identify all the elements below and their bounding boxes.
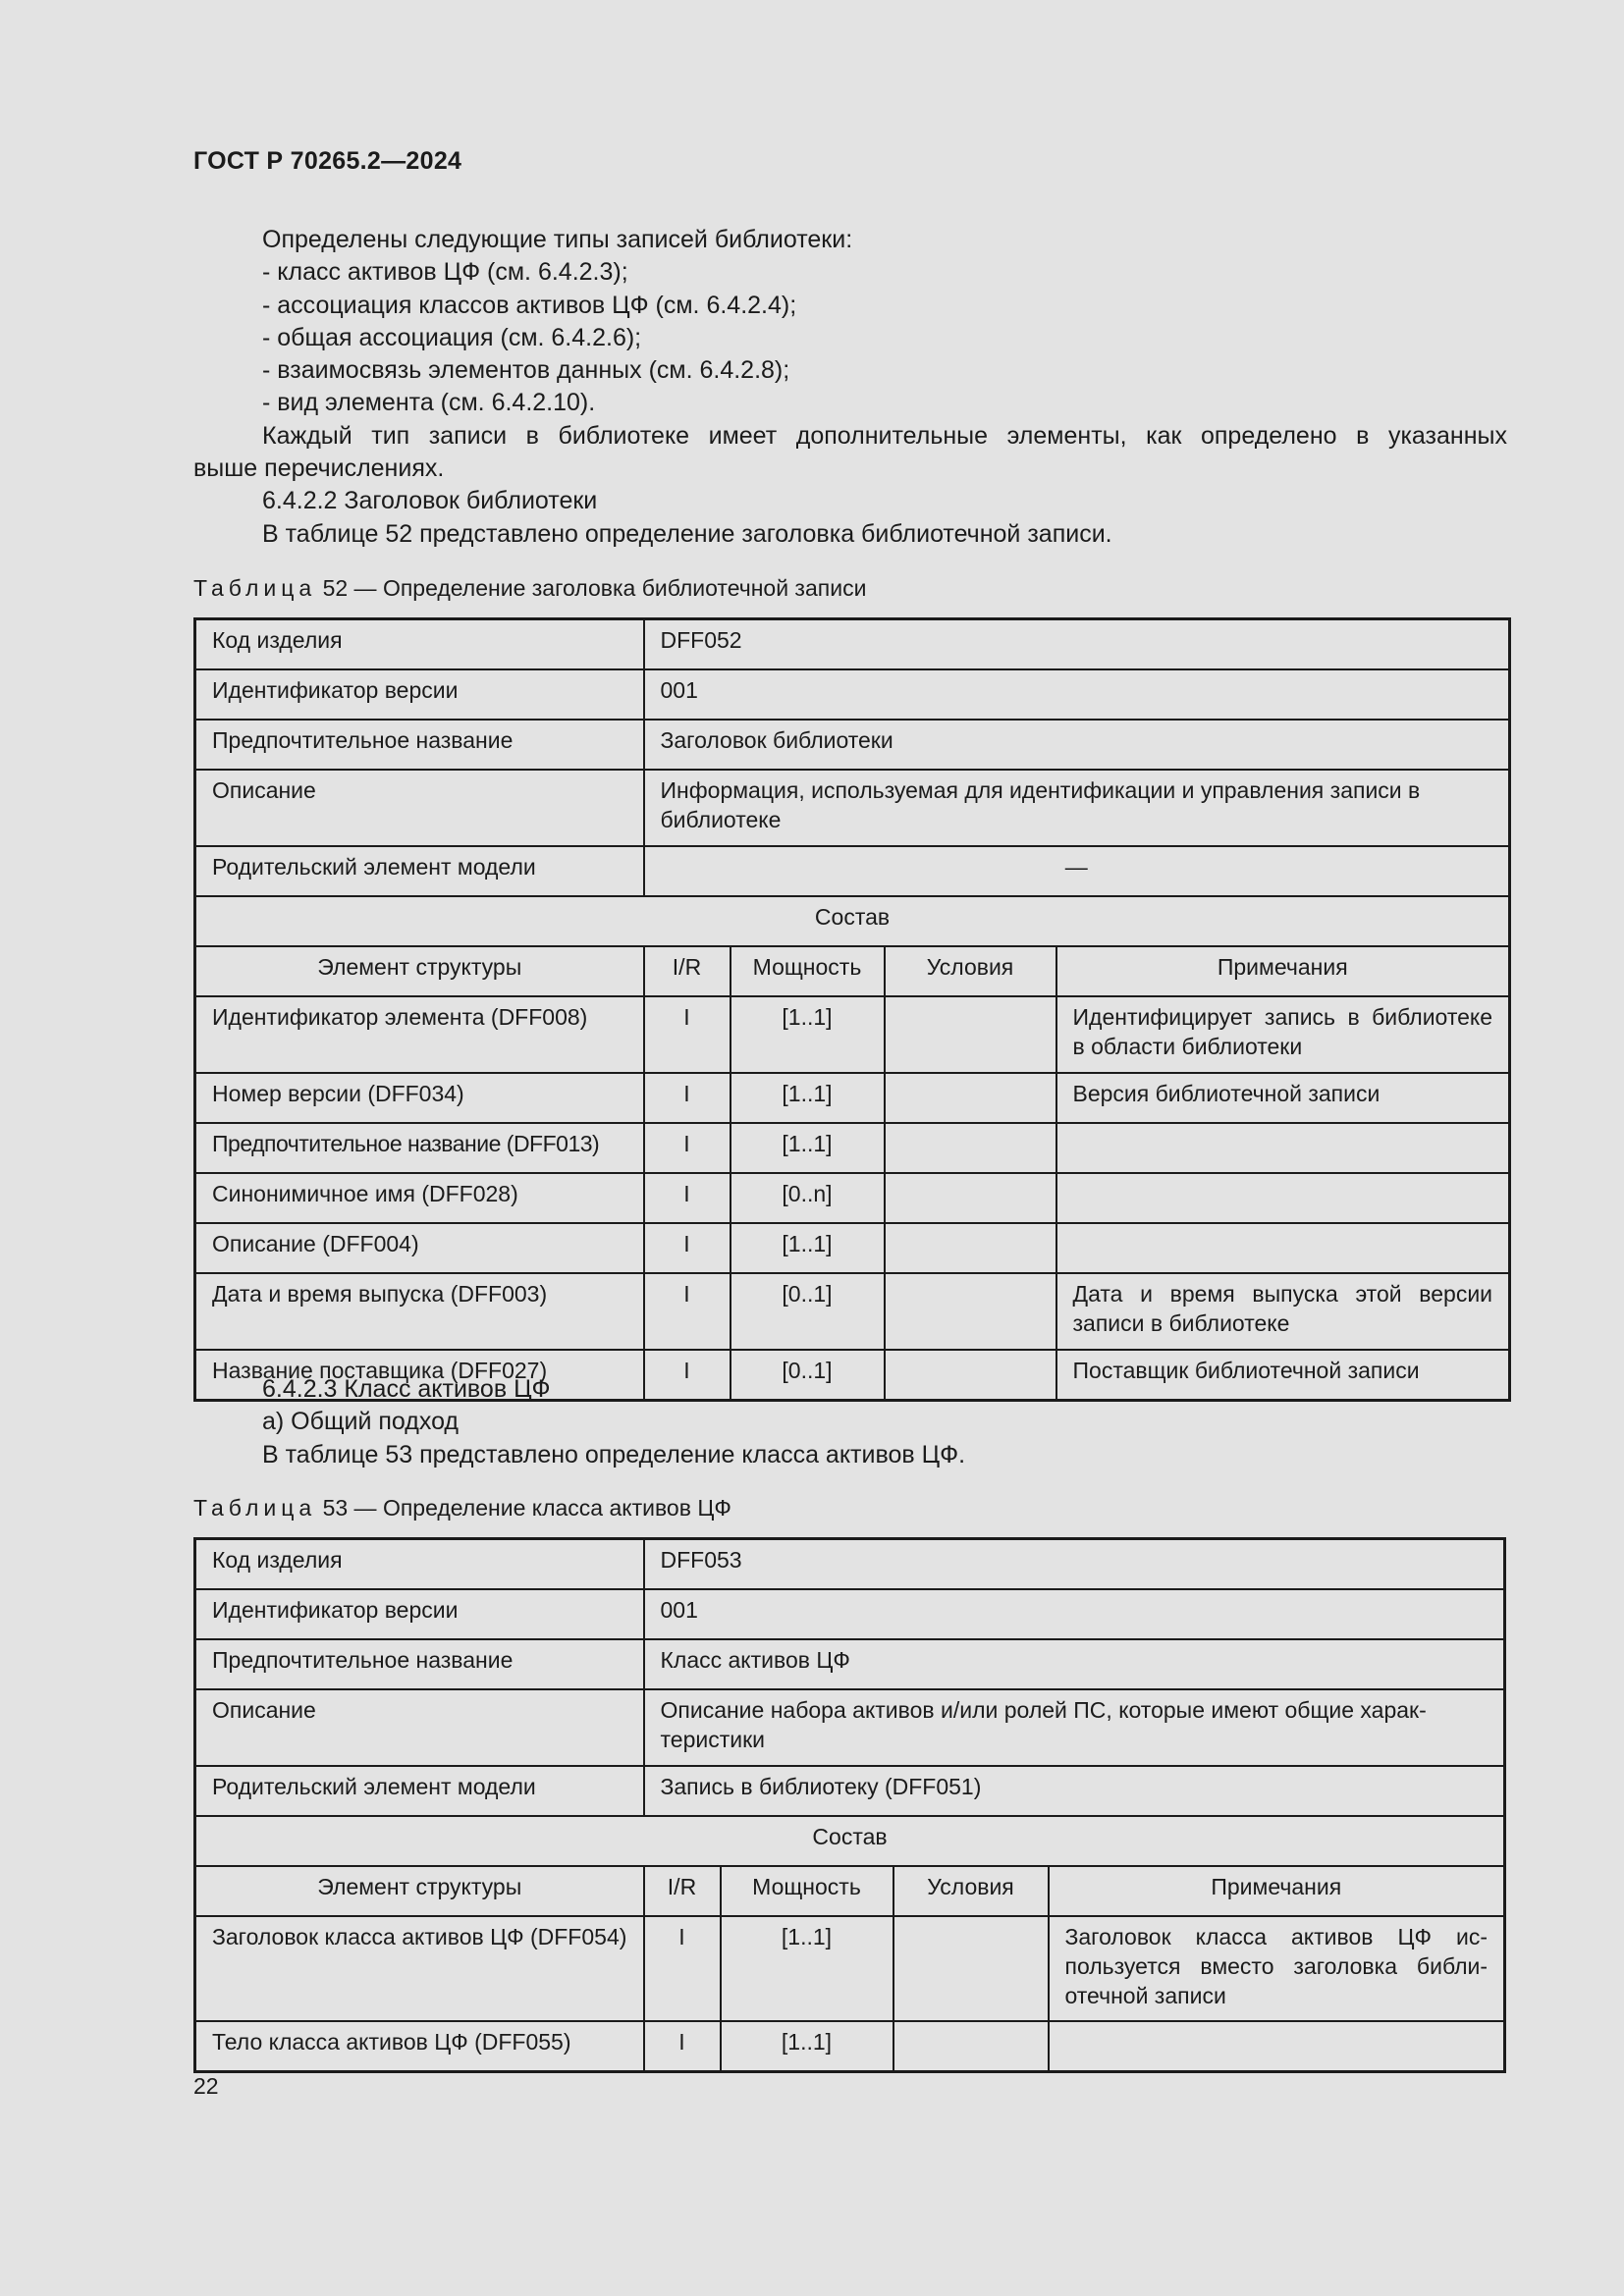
cell-cardinality: [0..n] [731, 1173, 885, 1223]
row-label: Описание [195, 1689, 644, 1766]
page-number: 22 [193, 2073, 219, 2099]
cell-ir: I [644, 996, 731, 1073]
table-row [195, 1123, 1510, 1173]
row-value: DFF053 [644, 1539, 1505, 1590]
row-value: DFF052 [644, 619, 1510, 670]
cell-notes: Поставщик библиотечной записи [1056, 1350, 1510, 1401]
table-52 [193, 617, 1511, 1402]
caption-prefix: Таблица [193, 575, 317, 601]
table-row [195, 1589, 1505, 1639]
intro-line: Определены следующие типы записей библиотеки: [262, 226, 853, 253]
table-row [195, 1689, 1505, 1766]
composition-title: Состав [195, 896, 1510, 946]
section-623-block [193, 1373, 1507, 1471]
cell-ir: I [644, 1173, 731, 1223]
cell-element: Номер версии (DFF034) [195, 1073, 644, 1123]
intro-line: - класс активов ЦФ (см. 6.4.2.3); [262, 258, 628, 287]
cell-cardinality: [1..1] [731, 1223, 885, 1273]
row-label: Родительский элемент модели [195, 846, 644, 896]
table-row [195, 2021, 1505, 2072]
intro-line: - взаимосвязь элементов данных (см. 6.4.2.8); [262, 356, 790, 385]
intro-line: - вид элемента (см. 6.4.2.10). [262, 389, 596, 417]
table-row [195, 1639, 1505, 1689]
cell-ir: I [644, 1073, 731, 1123]
cell-ir: I [644, 1350, 731, 1401]
table-row [195, 669, 1510, 720]
column-header: I/R [644, 1866, 721, 1916]
table53-caption [193, 1495, 731, 1522]
cell-conditions [885, 1073, 1056, 1123]
row-value: — [644, 846, 1510, 896]
table-row [195, 1073, 1510, 1123]
column-header: Примечания [1049, 1866, 1505, 1916]
cell-element: Заголовок класса активов ЦФ (DFF054) [195, 1916, 644, 2021]
subsection-heading: а) Общий подход [262, 1408, 460, 1436]
cell-ir: I [644, 1916, 721, 2021]
table-row [195, 619, 1510, 670]
table-row [195, 846, 1510, 896]
caption-text: 52 — Определение заголовка библиотечной записи [322, 575, 867, 601]
table-row [195, 1766, 1505, 1816]
cell-notes: Заголовок класса активов ЦФ используется вместо заголовка библиотечной записи [1049, 1916, 1505, 2021]
cell-ir: I [644, 2021, 721, 2072]
cell-notes [1056, 1223, 1510, 1273]
row-value: 001 [644, 1589, 1505, 1639]
cell-cardinality: [1..1] [731, 996, 885, 1073]
cell-ir: I [644, 1273, 731, 1350]
column-header-row [195, 946, 1510, 996]
cell-notes: Версия библиотечной записи [1056, 1073, 1510, 1123]
table-row [195, 770, 1510, 846]
intro-line: - общая ассоциация (см. 6.4.2.6); [262, 323, 642, 351]
cell-cardinality: [1..1] [731, 1123, 885, 1173]
table-reference: В таблице 52 представлено определение заголовка библиотечной записи. [262, 519, 1112, 548]
cell-element: Идентификатор элемента (DFF008) [195, 996, 644, 1073]
table-row [195, 720, 1510, 770]
row-label: Код изделия [195, 619, 644, 670]
column-header: Условия [893, 1866, 1049, 1916]
caption-text: 53 — Определение класса активов ЦФ [322, 1495, 731, 1521]
cell-conditions [885, 1223, 1056, 1273]
row-label: Предпочтительное название [195, 1639, 644, 1689]
cell-cardinality: [1..1] [721, 2021, 893, 2072]
cell-conditions [885, 996, 1056, 1073]
row-label: Идентификатор версии [195, 1589, 644, 1639]
table-row [195, 1539, 1505, 1590]
cell-notes [1056, 1173, 1510, 1223]
row-value: 001 [644, 669, 1510, 720]
table-53 [193, 1537, 1506, 2073]
column-header: Мощность [721, 1866, 893, 1916]
cell-cardinality: [0..1] [731, 1273, 885, 1350]
column-header-row [195, 1866, 1505, 1916]
cell-notes [1049, 2021, 1505, 2072]
intro-paragraph-line: выше перечислениях. [193, 454, 445, 483]
table-row [195, 1173, 1510, 1223]
cell-conditions [893, 1916, 1049, 2021]
row-value: Информация, используемая для идентификации и управления записи в библиотеке [644, 770, 1510, 846]
intro-block [193, 224, 1507, 551]
table-row [195, 1916, 1505, 2021]
section-heading: 6.4.2.2 Заголовок библиотеки [262, 487, 598, 515]
row-value: Класс активов ЦФ [644, 1639, 1505, 1689]
caption-prefix: Таблица [193, 1495, 317, 1521]
cell-element: Синонимичное имя (DFF028) [195, 1173, 644, 1223]
row-label: Предпочтительное название [195, 720, 644, 770]
composition-row [195, 896, 1510, 946]
document-header: ГОСТ Р 70265.2—2024 [193, 147, 462, 175]
intro-line: - ассоциация классов активов ЦФ (см. 6.4.2.4); [262, 291, 797, 319]
cell-ir: I [644, 1223, 731, 1273]
cell-ir: I [644, 1123, 731, 1173]
row-label: Код изделия [195, 1539, 644, 1590]
cell-conditions [885, 1173, 1056, 1223]
cell-conditions [885, 1123, 1056, 1173]
composition-row [195, 1816, 1505, 1866]
column-header: I/R [644, 946, 731, 996]
row-value: Заголовок библиотеки [644, 720, 1510, 770]
table-reference: В таблице 53 представлено определение класса активов ЦФ. [262, 1440, 966, 1468]
column-header: Элемент структуры [195, 946, 644, 996]
cell-element: Дата и время выпуска (DFF003) [195, 1273, 644, 1350]
table-row [195, 1223, 1510, 1273]
cell-notes: Дата и время выпуска этой версии записи в библиотеке [1056, 1273, 1510, 1350]
cell-conditions [885, 1273, 1056, 1350]
row-label: Описание [195, 770, 644, 846]
table52-caption [193, 575, 866, 602]
section-heading: 6.4.2.3 Класс активов ЦФ [262, 1375, 551, 1403]
cell-conditions [893, 2021, 1049, 2072]
column-header: Элемент структуры [195, 1866, 644, 1916]
table-row [195, 996, 1510, 1073]
composition-title: Состав [195, 1816, 1505, 1866]
cell-element: Описание (DFF004) [195, 1223, 644, 1273]
cell-notes: Идентифицирует запись в библиотеке в области библиотеки [1056, 996, 1510, 1073]
cell-element: Тело класса активов ЦФ (DFF055) [195, 2021, 644, 2072]
intro-paragraph-line: Каждый тип записи в библиотеке имеет дополнительные элементы, как определено в указанных [262, 421, 1507, 450]
column-header: Примечания [1056, 946, 1510, 996]
cell-cardinality: [0..1] [731, 1350, 885, 1401]
column-header: Мощность [731, 946, 885, 996]
cell-notes [1056, 1123, 1510, 1173]
column-header: Условия [885, 946, 1056, 996]
row-label: Идентификатор версии [195, 669, 644, 720]
row-value: Описание набора активов и/или ролей ПС, которые имеют общие характеристики [644, 1689, 1505, 1766]
row-label: Родительский элемент модели [195, 1766, 644, 1816]
cell-element: Предпочтительное название (DFF013) [195, 1123, 644, 1173]
cell-element: Название поставщика (DFF027) [195, 1350, 644, 1401]
table-row [195, 1273, 1510, 1350]
row-value: Запись в библиотеку (DFF051) [644, 1766, 1505, 1816]
cell-cardinality: [1..1] [731, 1073, 885, 1123]
cell-cardinality: [1..1] [721, 1916, 893, 2021]
